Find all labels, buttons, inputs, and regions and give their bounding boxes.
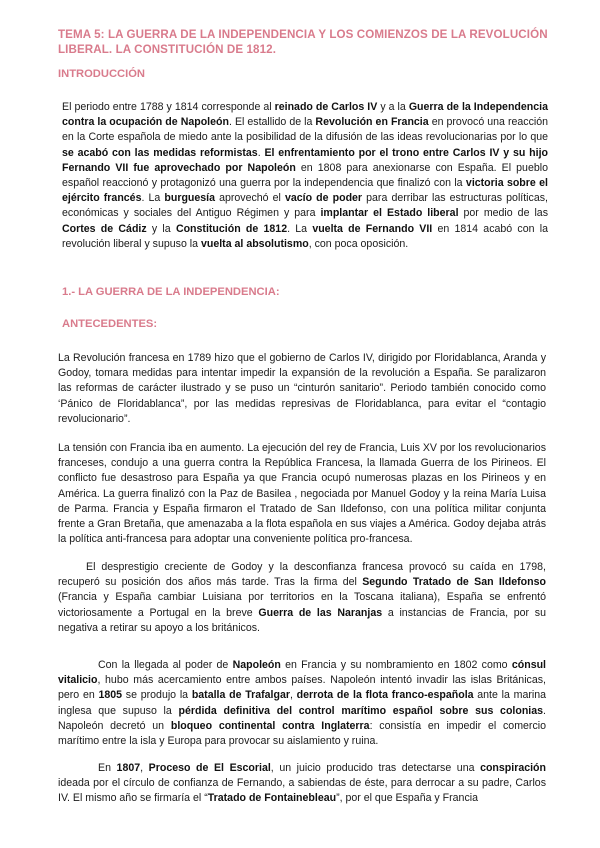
- bold-phrase: reinado de Carlos IV: [274, 101, 378, 113]
- text-run: ”, por el que España y Francia: [336, 792, 478, 805]
- text-run: ideada por el círculo de confianza de Fernando, a sabiendas de éste, para derrocar a su padre, Carlos IV. El mismo año se firmaría el “: [58, 777, 546, 805]
- text-run: en provocó una reacción en la Corte española de miedo ante la posibilidad de la difusión de las ideas revolucionarias por lo que: [62, 116, 548, 144]
- paragraph-escorial: [58, 761, 546, 807]
- text-run: aprovechó el: [215, 192, 285, 205]
- bold-phrase: Segundo Tratado de San Ildefonso: [362, 576, 546, 589]
- text-run: : consistía en impedir el comercio marítimo entre la isla y Europa para provocar su aislamiento y ruina.: [58, 719, 546, 748]
- bold-phrase: vacío de poder: [285, 192, 363, 205]
- text-run: ,: [140, 762, 149, 774]
- text-run: . El estallido de la: [228, 116, 316, 129]
- bold-phrase: Tratado de Fontainebleau: [207, 792, 337, 805]
- bold-phrase: bloqueo continental contra Inglaterra: [170, 719, 370, 732]
- bold-phrase: Napoleón: [232, 659, 281, 671]
- text-run: ante la marina inglesa que supuso la: [58, 689, 547, 717]
- text-run: (Francia y España cambiar Luisiana por territorios en la Toscana italiana), España se enfrentó victoriosamente a Portugal en la breve: [58, 591, 546, 619]
- heading-antecedentes: ANTECEDENTES:: [62, 318, 158, 330]
- text-run: y la: [146, 222, 176, 235]
- bold-phrase: 1807: [116, 762, 141, 774]
- bold-phrase: Revolución en Francia: [315, 116, 429, 129]
- text-run: La Revolución francesa en 1789 hizo que el gobierno de Carlos IV, dirigido por Floridablanca, Aranda y Godoy, tomara medidas para intentar impedir la expansión de la revolución a España. Se paralizaron las reformas de carácter ilustrado y se puso un “cinturón sanitario”. Periodo también conocido como ‘Pánico de Floridablanca”, por las medidas represivas de Floridablanca, para evitar el “contagio revolucionario”.: [58, 352, 546, 425]
- text-run: . La: [141, 192, 165, 205]
- bold-phrase: Constitución de 1812: [175, 222, 288, 235]
- bold-phrase: cónsul vitalicio: [58, 659, 546, 687]
- document-title: TEMA 5: LA GUERRA DE LA INDEPENDENCIA Y LOS COMIENZOS DE LA REVOLUCIÓN LIBERAL. LA CONSTITUCIÓN DE 1812.: [58, 28, 548, 56]
- heading-section-1: 1.- LA GUERRA DE LA INDEPENDENCIA:: [62, 286, 280, 298]
- text-run: El periodo entre 1788 y 1814 corresponde al: [62, 101, 275, 113]
- bold-phrase: pérdida definitiva del control marítimo español sobre sus colonias: [178, 704, 544, 717]
- text-run: , un juicio producido tras detectarse una: [270, 762, 481, 774]
- text-run: El desprestigio creciente de Godoy y la desconfianza francesa provocó su caída en 1798, recuperó su posición dos años más tarde. Tras la firma del: [58, 561, 546, 589]
- text-run: en Francia y su nombramiento en 1802 como: [280, 659, 512, 671]
- bold-phrase: victoria sobre el ejército francés: [62, 177, 548, 205]
- text-run: Con la llegada al poder de: [98, 659, 233, 671]
- text-run: se produjo la: [122, 689, 192, 702]
- text-run: por medio de las: [458, 207, 549, 220]
- paragraph-napoleon: [58, 658, 546, 749]
- text-run: . La: [287, 222, 313, 235]
- text-run: y a la: [377, 101, 409, 113]
- text-run: En: [98, 762, 117, 774]
- text-run: ,: [289, 689, 297, 702]
- bold-phrase: derrota de la flota franco-española: [296, 689, 474, 702]
- text-run: en 1808 para anexionarse con España. El pueblo español reaccionó y protagonizó una guerra por la independencia que finalizó con la: [62, 161, 548, 190]
- bold-phrase: se acabó con las medidas reformistas: [62, 146, 258, 159]
- text-run: .: [257, 146, 265, 159]
- bold-phrase: Guerra de las Naranjas: [258, 606, 383, 619]
- bold-phrase: Proceso de El Escorial: [148, 762, 271, 774]
- bold-phrase: burguesía: [164, 192, 216, 205]
- text-run: . Napoleón decretó un: [58, 704, 546, 732]
- text-run: en 1814 acabó con la revolución liberal y supuso la: [62, 222, 548, 250]
- text-run: , hubo más acercamiento entre ambos países. Napoleón intentó invadir las islas Británicas, pero en: [58, 674, 546, 702]
- text-run: para derribar las estructuras políticas, económicas y sociales del Antiguo Régimen y para: [62, 192, 548, 220]
- bold-phrase: El enfrentamiento por el trono entre Carlos IV y su hijo Fernando VII fue aprovechado por Napoleón: [62, 146, 548, 174]
- bold-phrase: 1805: [98, 689, 123, 702]
- bold-phrase: batalla de Trafalgar: [191, 689, 290, 702]
- heading-introduccion: INTRODUCCIÓN: [58, 68, 146, 80]
- text-run: , con poca oposición.: [308, 237, 409, 250]
- bold-phrase: vuelta al absolutismo: [200, 237, 309, 250]
- bold-phrase: Guerra de la Independencia contra la ocupación de Napoleón: [62, 101, 548, 129]
- bold-phrase: conspiración: [480, 762, 546, 774]
- text-run: La tensión con Francia iba en aumento. La ejecución del rey de Francia, Luis XV por los revolucionarios franceses, condujo a una guerra contra la República Francesa, la llamada Guerra de los Pirineos. El conflicto fue desastroso para España ya que Francia ocupó numerosas plazas en los Pirineos y en América. La guerra finalizó con la Paz de Basilea , negociada por Manuel Godoy y la reina María Luisa de Parma. Francia y España firmaron el Tratado de San Ildefonso, con una política militar conjunta frente a Gran Bretaña, que amenazaba a la flota española en sus viajes a América. Godoy dejaba atrás la política anti-francesa para adoptar una conveniente política pro-francesa.: [58, 442, 546, 546]
- paragraph-revolucion-francesa: [58, 351, 546, 427]
- text-run: a instancias de Francia, por su negativa a retirar su apoyo a los británicos.: [58, 606, 546, 634]
- paragraph-desprestigio-godoy: [58, 560, 546, 636]
- bold-phrase: implantar el Estado liberal: [320, 207, 459, 220]
- paragraph-tension-francia: [58, 441, 546, 547]
- bold-phrase: Cortes de Cádiz: [62, 222, 147, 235]
- paragraph-intro: [62, 100, 548, 252]
- bold-phrase: vuelta de Fernando VII: [312, 222, 433, 235]
